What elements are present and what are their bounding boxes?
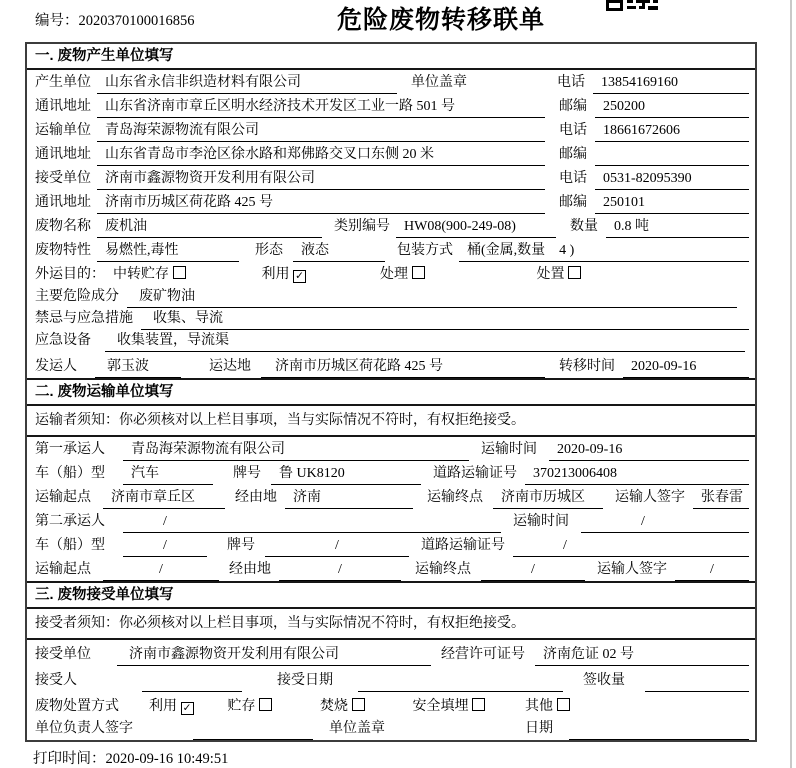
- vehicle1-permit-field: 370213006408: [525, 465, 749, 485]
- transporter-address-field: 山东省青岛市李沧区徐水路和郑佛路交叉口东侧 20 米: [97, 146, 545, 166]
- route2-via-label: 经由地: [229, 562, 271, 577]
- license-field: 济南危证 02 号: [535, 646, 749, 666]
- license-label: 经营许可证号: [441, 647, 525, 662]
- transporter-name-field: 青岛海荣源物流有限公司: [97, 122, 545, 142]
- transporter-notice: 运输者须知：你必须核对以上栏目事项，当与实际情况不符时，有权拒绝接受。: [27, 406, 755, 437]
- utilize-checkbox: ✓: [293, 270, 306, 283]
- route2-via-field: /: [279, 561, 401, 581]
- shipper-name-field: 郭玉波: [95, 358, 181, 378]
- producer-label: 产生单位: [35, 75, 91, 90]
- route1-start-label: 运输起点: [35, 490, 91, 505]
- purpose-option-storage: 中转贮存: [113, 266, 186, 286]
- producer-address-label: 通讯地址: [35, 99, 91, 114]
- row-route2: [27, 557, 755, 581]
- producer-stamp-label: 单位盖章: [411, 75, 467, 90]
- row-vehicle1: [27, 461, 755, 485]
- route2-start-label: 运输起点: [35, 562, 91, 577]
- carrier1-time-field: 2020-09-16: [549, 441, 749, 461]
- row-transfer-purpose: [27, 262, 755, 286]
- vehicle1-type-field: 汽车: [123, 465, 213, 485]
- packing-label: 包装方式: [397, 243, 453, 258]
- disposal-store-checkbox: [259, 698, 272, 711]
- receiving-unit-label: 接受单位: [35, 647, 91, 662]
- row-responsible-signature: [27, 718, 755, 740]
- row-producer-address: [27, 94, 755, 118]
- signed-qty-field: [645, 689, 749, 692]
- route1-end-field: 济南市历城区: [493, 489, 603, 509]
- receiver-phone-label: 电话: [559, 171, 587, 186]
- waste-qty-label: 数量: [570, 219, 598, 234]
- sign-date-label: 日期: [525, 721, 553, 736]
- destination-label: 运达地: [209, 359, 251, 374]
- print-time-line: [33, 747, 228, 768]
- purpose-option-utilize: 利用 ✓: [262, 266, 307, 286]
- hazard-field: 废矿物油: [127, 288, 737, 308]
- transporter-phone-field: 18661672606: [595, 122, 749, 142]
- vehicle2-type-field: /: [123, 537, 207, 557]
- print-time-label: 打印时间：: [33, 751, 106, 767]
- sign-date-field: [569, 737, 749, 740]
- accept-date-field: [358, 689, 563, 692]
- row-shipper: [27, 352, 755, 378]
- disposal-utilize-checkbox: ✓: [181, 702, 194, 715]
- route1-via-label: 经由地: [235, 490, 277, 505]
- receiver-address-label: 通讯地址: [35, 195, 91, 210]
- serial-number-line: [35, 9, 195, 30]
- serial-value: 2020370100016856: [78, 13, 195, 29]
- producer-zip-label: 邮编: [559, 99, 587, 114]
- route1-sign-field: 张春雷: [693, 489, 749, 509]
- receiver-address-field: 济南市历城区荷花路 425 号: [97, 194, 545, 214]
- print-time-value: 2020-09-16 10:49:51: [105, 751, 229, 767]
- route2-end-field: /: [481, 561, 585, 581]
- receiver-phone-field: 0531-82095390: [595, 170, 749, 190]
- purpose-option-dispose: 处置: [537, 266, 582, 286]
- waste-form-field: 液态: [293, 242, 385, 262]
- vehicle2-permit-field: /: [513, 537, 749, 557]
- row-producer: [27, 70, 755, 94]
- transfer-time-field: 2020-09-16: [623, 358, 749, 378]
- route1-via-field: 济南: [285, 489, 413, 509]
- waste-properties-field: 易燃性,毒性: [97, 242, 239, 262]
- producer-zip-field: 250200: [595, 98, 749, 118]
- row-carrier1: [27, 437, 755, 461]
- transporter-zip-field: [595, 163, 749, 166]
- row-receiving-unit: [27, 640, 755, 666]
- accept-date-label: 接受日期: [277, 673, 333, 688]
- waste-form-label: 形态: [255, 243, 283, 258]
- producer-name-field: 山东省永信非织造材料有限公司: [97, 74, 397, 94]
- row-emergency-equipment: [27, 330, 755, 352]
- carrier2-label: 第二承运人: [35, 514, 105, 529]
- transfer-time-label: 转移时间: [559, 359, 615, 374]
- vehicle1-plate-label: 牌号: [233, 466, 261, 481]
- row-receiver-address: [27, 190, 755, 214]
- transporter-zip-label: 邮编: [559, 147, 587, 162]
- acceptor-label: 接受人: [35, 673, 77, 688]
- vehicle2-plate-label: 牌号: [227, 538, 255, 553]
- treat-checkbox: [412, 266, 425, 279]
- route2-end-label: 运输终点: [415, 562, 471, 577]
- dispose-checkbox: [568, 266, 581, 279]
- receiver-zip-label: 邮编: [559, 195, 587, 210]
- row-transporter: [27, 118, 755, 142]
- destination-field: 济南市历城区荷花路 425 号: [261, 358, 545, 378]
- vehicle2-plate-field: /: [265, 537, 409, 557]
- disposal-option-landfill: 安全填埋: [413, 698, 486, 718]
- vehicle2-type-label: 车（船）型: [35, 538, 105, 553]
- row-route1: [27, 485, 755, 509]
- producer-address-field: 山东省济南市章丘区明水经济技术开发区工业一路 501 号: [97, 98, 545, 118]
- receiver-notice: 接受者须知：你必须核对以上栏目事项，当与实际情况不符时，有权拒绝接受。: [27, 609, 755, 640]
- acceptor-field: [142, 689, 242, 692]
- route2-sign-field: /: [675, 561, 749, 581]
- page-title: 危险废物转移联单: [337, 6, 546, 34]
- purpose-label: 外运目的：: [35, 267, 105, 282]
- packing-field: 桶(金属,数量 4 ): [459, 242, 749, 262]
- waste-qty-field: 0.8 吨: [606, 218, 749, 238]
- disposal-incinerate-checkbox: [352, 698, 365, 711]
- producer-phone-label: 电话: [557, 75, 585, 90]
- route1-end-label: 运输终点: [427, 490, 483, 505]
- route1-start-field: 济南市章丘区: [103, 489, 225, 509]
- equipment-label: 应急设备: [35, 333, 91, 348]
- receiver-name-field: 济南市鑫源物资开发利用有限公司: [97, 170, 545, 190]
- waste-category-field: HW08(900-249-08): [396, 218, 556, 238]
- carrier1-name-field: 青岛海荣源物流有限公司: [123, 441, 469, 461]
- page-right-edge-divider: [790, 0, 792, 768]
- waste-name-label: 废物名称: [35, 219, 91, 234]
- disposal-other-checkbox: [557, 698, 570, 711]
- row-disposal-method: [27, 692, 755, 718]
- carrier2-name-field: /: [123, 513, 501, 533]
- equipment-field: 收集装置，导流渠: [105, 332, 745, 352]
- disposal-label: 废物处置方式: [35, 699, 119, 714]
- route1-sign-label: 运输人签字: [615, 490, 685, 505]
- qr-code-fragment-icon: [606, 0, 660, 12]
- responsible-sign-field: [193, 737, 313, 740]
- unit-stamp-label: 单位盖章: [329, 721, 385, 736]
- hazard-label: 主要危险成分: [35, 289, 119, 304]
- transporter-phone-label: 电话: [559, 123, 587, 138]
- receiving-unit-field: 济南市鑫源物资开发利用有限公司: [117, 646, 431, 666]
- shipper-label: 发运人: [35, 359, 77, 374]
- vehicle2-permit-label: 道路运输证号: [421, 538, 505, 553]
- serial-label: 编号：: [35, 13, 79, 29]
- vehicle1-permit-label: 道路运输证号: [433, 466, 517, 481]
- row-receiver: [27, 166, 755, 190]
- row-carrier2: [27, 509, 755, 533]
- disposal-option-other: 其他: [525, 698, 570, 718]
- section1-title: 一. 废物产生单位填写: [27, 44, 755, 70]
- disposal-option-store: 贮存: [228, 698, 273, 718]
- row-acceptor: [27, 666, 755, 692]
- waste-name-field: 废机油: [97, 218, 322, 238]
- route2-start-field: /: [103, 561, 219, 581]
- measures-label: 禁忌与应急措施: [35, 311, 133, 326]
- producer-phone-field: 13854169160: [593, 74, 749, 94]
- signed-qty-label: 签收量: [583, 673, 625, 688]
- storage-checkbox: [173, 266, 186, 279]
- section3-title: 三. 废物接受单位填写: [27, 581, 755, 609]
- row-vehicle2: [27, 533, 755, 557]
- disposal-landfill-checkbox: [472, 698, 485, 711]
- disposal-option-utilize: 利用 ✓: [149, 698, 194, 718]
- receiver-label: 接受单位: [35, 171, 91, 186]
- transporter-address-label: 通讯地址: [35, 147, 91, 162]
- measures-field: 收集、导流: [141, 310, 749, 330]
- carrier2-time-label: 运输时间: [513, 514, 569, 529]
- carrier1-label: 第一承运人: [35, 442, 105, 457]
- form-table: [25, 42, 757, 742]
- carrier1-time-label: 运输时间: [481, 442, 537, 457]
- purpose-option-treat: 处理: [380, 266, 425, 286]
- receiver-zip-field: 250101: [595, 194, 749, 214]
- disposal-option-incinerate: 焚烧: [320, 698, 365, 718]
- row-waste-properties: [27, 238, 755, 262]
- row-emergency-measures: [27, 308, 755, 330]
- row-transporter-address: [27, 142, 755, 166]
- vehicle1-plate-field: 鲁 UK8120: [271, 465, 421, 485]
- transporter-label: 运输单位: [35, 123, 91, 138]
- responsible-sign-label: 单位负责人签字: [35, 721, 133, 736]
- waste-properties-label: 废物特性: [35, 243, 91, 258]
- row-waste-name: [27, 214, 755, 238]
- route2-sign-label: 运输人签字: [597, 562, 667, 577]
- vehicle1-type-label: 车（船）型: [35, 466, 105, 481]
- carrier2-time-field: /: [581, 513, 749, 533]
- row-hazard-components: [27, 286, 755, 308]
- section2-title: 二. 废物运输单位填写: [27, 378, 755, 406]
- waste-category-label: 类别编号: [334, 219, 390, 234]
